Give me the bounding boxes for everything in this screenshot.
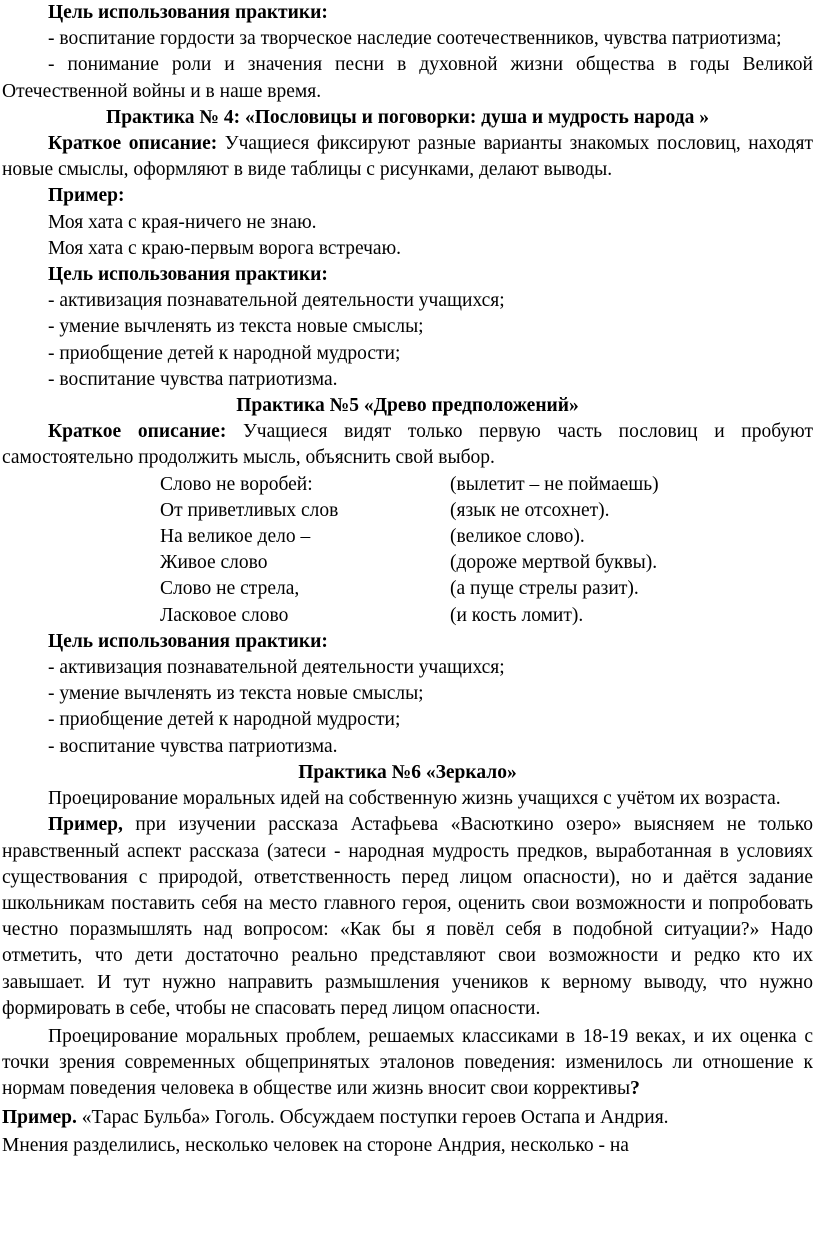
practice-4-example-line: Моя хата с края-ничего не знаю. bbox=[48, 211, 317, 233]
practice-4-example-label: Пример: bbox=[48, 185, 125, 207]
practice-4-goal-item: - воспитание чувства патриотизма. bbox=[48, 368, 338, 390]
practice-4-goal-item: - приобщение детей к народной мудрости; bbox=[48, 342, 401, 364]
practice-5-description: Краткое описание: Учащиеся видят только первую часть пословиц и пробуют самостоятельно продолжить мысль, объяснить свой выбор. bbox=[2, 421, 813, 469]
proverb-start: Живое слово bbox=[160, 552, 268, 574]
practice-6-paragraph-1: Проецирование моральных идей на собственную жизнь учащихся с учётом их возраста. bbox=[48, 788, 781, 810]
proverb-start: Ласковое слово bbox=[160, 604, 289, 626]
proverb-end: (и кость ломит). bbox=[450, 604, 584, 626]
practice-6-paragraph-3: Проецирование моральных проблем, решаемых классиками в 18-19 веках, и их оценка с точки зрения современных общепринятых эталонов поведения: изменилось ли отношение к нормам поведения человека в обществе или жизнь вносит свои коррективы? bbox=[2, 1025, 813, 1100]
proverb-row bbox=[2, 603, 813, 629]
proverb-row bbox=[2, 550, 813, 576]
proverb-end: (вылетит – не поймаешь) bbox=[450, 473, 659, 495]
proverb-start: На великое дело – bbox=[160, 526, 311, 548]
practice-5-goal-item: - приобщение детей к народной мудрости; bbox=[48, 709, 401, 731]
proverb-start: Слово не стрела, bbox=[160, 578, 300, 600]
proverb-table bbox=[2, 472, 813, 629]
practice-5-goal-item: - умение вычленять из текста новые смыслы; bbox=[48, 683, 424, 705]
practice-4-title: Практика № 4: «Пословицы и поговорки: душа и мудрость народа » bbox=[106, 106, 709, 128]
practice-6-title: Практика №6 «Зеркало» bbox=[298, 761, 517, 783]
practice-5-goal-item: - активизация познавательной деятельности учащихся; bbox=[48, 657, 505, 679]
proverb-end: (а пуще стрелы разит). bbox=[450, 578, 639, 600]
practice-4-description: Краткое описание: Учащиеся фиксируют разные варианты знакомых пословиц, находят новые смыслы, оформляют в виде таблицы с рисунками, делают выводы. bbox=[2, 133, 813, 181]
practice-4-goal-item: - умение вычленять из текста новые смыслы; bbox=[48, 316, 424, 338]
practice-4-goal-item: - активизация познавательной деятельности учащихся; bbox=[48, 290, 505, 312]
proverb-row bbox=[2, 524, 813, 550]
proverb-start: Слово не воробей: bbox=[160, 473, 313, 495]
practice-4-example-line: Моя хата с краю-первым ворога встречаю. bbox=[48, 237, 402, 259]
goal-heading-1: Цель использования практики: bbox=[48, 2, 328, 23]
practice-4-goal-heading: Цель использования практики: bbox=[48, 264, 328, 286]
practice-5-title: Практика №5 «Древо предположений» bbox=[236, 395, 579, 417]
proverb-end: (великое слово). bbox=[450, 526, 585, 548]
proverb-row bbox=[2, 576, 813, 602]
practice-6-paragraph-4: Пример. «Тарас Бульба» Гоголь. Обсуждаем поступки героев Остапа и Андрия. bbox=[2, 1106, 669, 1128]
practice-6-paragraph-2: Пример, при изучении рассказа Астафьева «Васюткино озеро» выясняем не только нравственный аспект рассказа (затеси - народная мудрость предков, выработанная в условиях существования с природой, ответственность перед лицом опасности), но и даётся задание школьникам поставить себя на место главного героя, оценить свои возможности и попробовать честно поразмышлять над вопросом: «Как бы я повёл себя в подобной ситуации?» Надо отметить, что дети достаточно реально представляют свои возможности и редко кто их завышает. И тут нужно направить размышления учеников к верному выводу, что нужно формировать в себе, чтобы не спасовать перед лицом опасности. bbox=[2, 814, 813, 1019]
practice-6-paragraph-5: Мнения разделились, несколько человек на стороне Андрия, несколько - на bbox=[2, 1134, 629, 1156]
proverb-row bbox=[2, 472, 813, 498]
goal-item-1-1: - воспитание гордости за творческое наследие соотечественников, чувства патриотизма; bbox=[48, 28, 782, 50]
practice-5-goal-heading: Цель использования практики: bbox=[48, 630, 328, 652]
practice-5-goal-item: - воспитание чувства патриотизма. bbox=[48, 735, 338, 757]
proverb-start: От приветливых слов bbox=[160, 499, 339, 521]
proverb-end: (язык не отсохнет). bbox=[450, 499, 610, 521]
goal-item-1-2: - понимание роли и значения песни в духовной жизни общества в годы Великой Отечественной войны и в наше время. bbox=[2, 54, 813, 102]
proverb-end: (дороже мертвой буквы). bbox=[450, 552, 658, 574]
proverb-row bbox=[2, 498, 813, 524]
